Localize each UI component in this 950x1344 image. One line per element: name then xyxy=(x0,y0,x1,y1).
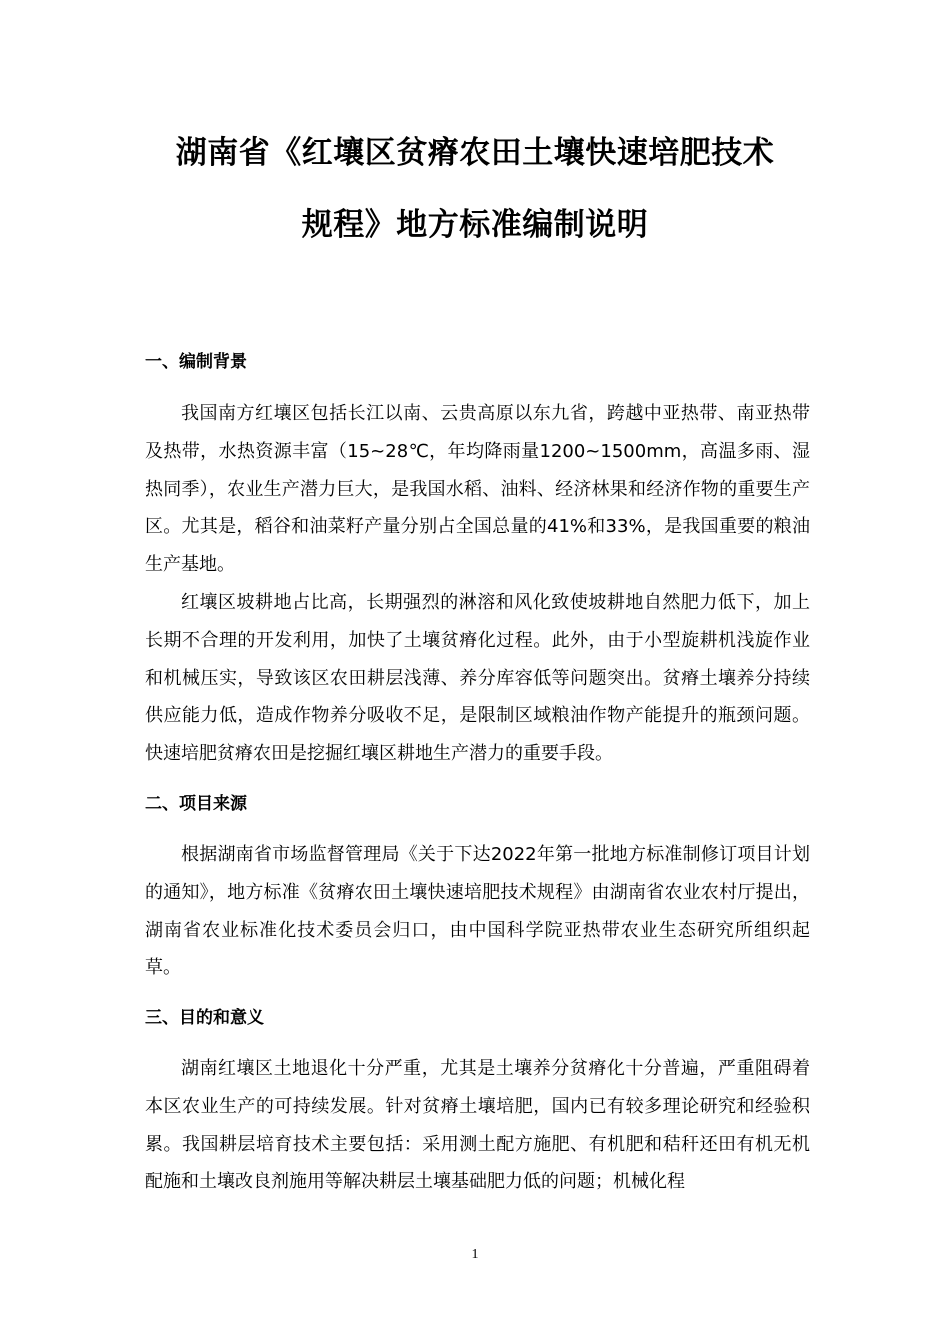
paragraph-background-1: 我国南方红壤区包括长江以南、云贵高原以东九省，跨越中亚热带、南亚热带及热带，水热资源丰富（15~28℃，年均降雨量1200~1500mm，高温多雨、湿热同季），农业生产潜力巨大，是我国水稻、油料、经济林果和经济作物的重要生产区。尤其是，稻谷和油菜籽产量分别占全国总量的41%和33%，是我国重要的粮油生产基地。 xyxy=(145,403,810,576)
document-title-line-1: 湖南省《红壤区贫瘠农田土壤快速培肥技术 xyxy=(175,135,775,171)
section-heading-purpose: 三、目的和意义 xyxy=(145,1008,264,1028)
paragraph-project-source: 根据湖南省市场监督管理局《关于下达2022年第一批地方标准制修订项目计划的通知》，地方标准《贫瘠农田土壤快速培肥技术规程》由湖南省农业农村厅提出，湖南省农业标准化技术委员会归口，由中国科学院亚热带农业生态研究所组织起草。 xyxy=(145,844,810,979)
document-title-line-2: 规程》地方标准编制说明 xyxy=(301,207,649,243)
section-heading-background: 一、编制背景 xyxy=(145,352,247,372)
paragraph-background-2: 红壤区坡耕地占比高，长期强烈的淋溶和风化致使坡耕地自然肥力低下，加上长期不合理的开发利用，加快了土壤贫瘠化过程。此外，由于小型旋耕机浅旋作业和机械压实，导致该区农田耕层浅薄、养分库容低等问题突出。贫瘠土壤养分持续供应能力低，造成作物养分吸收不足，是限制区域粮油作物产能提升的瓶颈问题。快速培肥贫瘠农田是挖掘红壤区耕地生产潜力的重要手段。 xyxy=(145,592,810,765)
paragraph-purpose: 湖南红壤区土地退化十分严重，尤其是土壤养分贫瘠化十分普遍，严重阻碍着本区农业生产的可持续发展。针对贫瘠土壤培肥，国内已有较多理论研究和经验积累。我国耕层培育技术主要包括：采用测土配方施肥、有机肥和秸秆还田有机无机配施和土壤改良剂施用等解决耕层土壤基础肥力低的问题；机械化程 xyxy=(145,1058,810,1193)
section-heading-project-source: 二、项目来源 xyxy=(145,794,247,814)
page-number: 1 xyxy=(471,1247,479,1262)
